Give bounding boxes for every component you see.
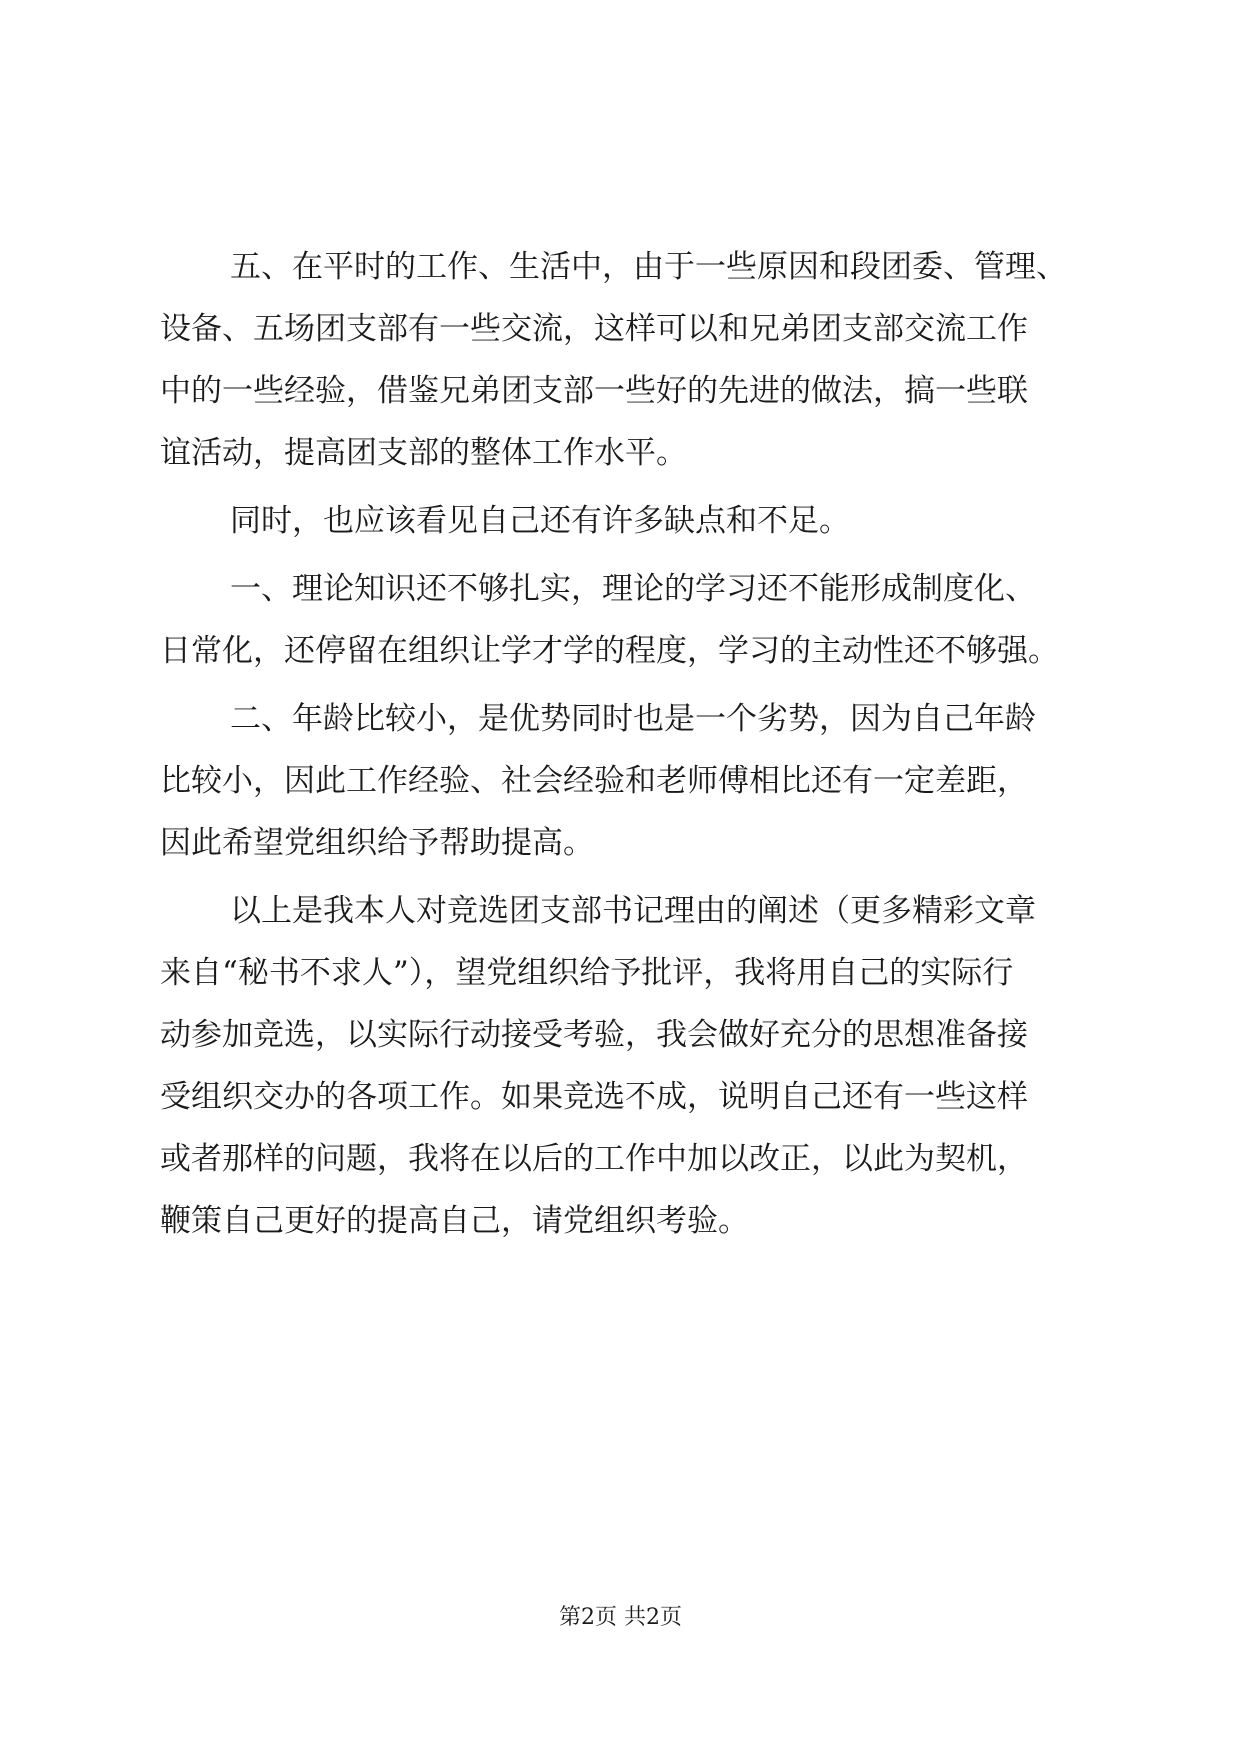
paragraph-5	[160, 236, 1080, 484]
paragraph-line: 设备、五场团支部有一些交流，这样可以和兄弟团支部交流工作	[160, 311, 1028, 347]
paragraph-line: 中的一些经验，借鉴兄弟团支部一些好的先进的做法，搞一些联	[160, 373, 1028, 409]
paragraph-line: 五、在平时的工作、生活中，由于一些原因和段团委、管理、	[230, 249, 1067, 285]
paragraph-line: 鞭策自己更好的提高自己，请党组织考验。	[160, 1203, 749, 1239]
paragraph-shortcomings-intro	[160, 490, 1080, 552]
paragraph-shortcoming-2	[160, 688, 1080, 874]
paragraph-line: 二、年龄比较小，是优势同时也是一个劣势，因为自己年龄	[230, 701, 1036, 737]
paragraph-line: 一、理论知识还不够扎实，理论的学习还不能形成制度化、	[230, 571, 1036, 607]
paragraph-line: 或者那样的问题，我将在以后的工作中加以改正，以此为契机，	[160, 1141, 1028, 1177]
paragraph-line: 受组织交办的各项工作。如果竞选不成，说明自己还有一些这样	[160, 1079, 1028, 1115]
document-body	[160, 236, 1080, 1252]
paragraph-line: 日常化，还停留在组织让学才学的程度，学习的主动性还不够强。	[160, 633, 1059, 669]
paragraph-line: 同时，也应该看见自己还有许多缺点和不足。	[230, 503, 850, 539]
paragraph-shortcoming-1	[160, 558, 1080, 682]
paragraph-line: 动参加竞选，以实际行动接受考验，我会做好充分的思想准备接	[160, 1017, 1028, 1053]
page-number-footer: 第2页 共2页	[559, 1605, 682, 1630]
paragraph-line: 比较小，因此工作经验、社会经验和老师傅相比还有一定差距，	[160, 763, 1028, 799]
paragraph-line: 来自“秘书不求人”），望党组织给予批评，我将用自己的实际行	[160, 955, 1014, 991]
paragraph-line: 以上是我本人对竞选团支部书记理由的阐述（更多精彩文章	[230, 893, 1036, 929]
paragraph-line: 谊活动，提高团支部的整体工作水平。	[160, 435, 687, 471]
paragraph-conclusion	[160, 880, 1080, 1252]
paragraph-line: 因此希望党组织给予帮助提高。	[160, 825, 594, 861]
